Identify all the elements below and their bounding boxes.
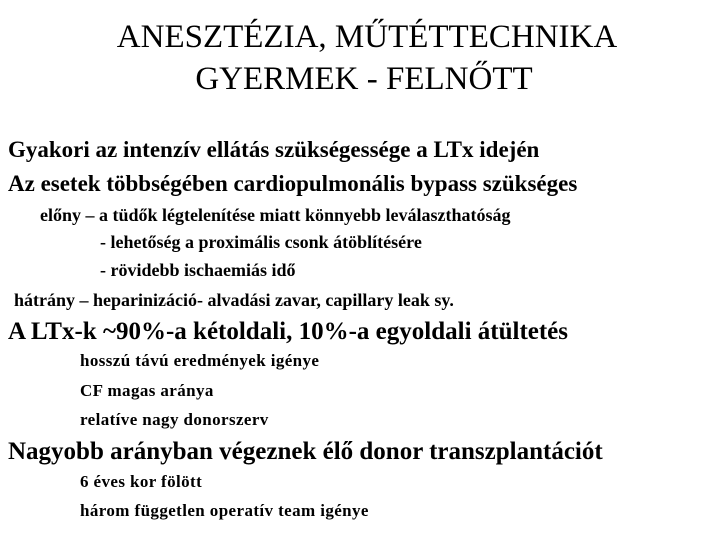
living-donor-item-1: 6 éves kor fölött	[80, 472, 203, 491]
bilateral-item-3: relatíve nagy donorszerv	[80, 410, 269, 429]
bullet-intensive-care: Gyakori az intenzív ellátás szükségessége a LTx idején	[8, 137, 540, 162]
slide-title	[0, 16, 720, 100]
advantage-line-2: - lehetőség a proximális csonk átöblítésére	[100, 232, 422, 252]
advantage-line-1: előny – a tüdők légtelenítése miatt könnyebb leválaszthatóság	[40, 205, 511, 225]
bilateral-item-2: CF magas aránya	[80, 381, 214, 400]
heading-living-donor: Nagyobb arányban végeznek élő donor transzplantációt	[8, 438, 603, 465]
title-line-2: GYERMEK - FELNŐTT	[195, 61, 533, 97]
advantage-line-3: - rövidebb ischaemiás idő	[100, 260, 296, 280]
bilateral-item-1: hosszú távú eredmények igénye	[80, 351, 320, 370]
living-donor-item-2: három független operatív team igénye	[80, 501, 369, 520]
bullet-bypass: Az esetek többségében cardiopulmonális bypass szükséges	[8, 171, 578, 196]
title-line-1: ANESZTÉZIA, MŰTÉTTECHNIKA	[116, 19, 618, 55]
heading-bilateral: A LTx-k ~90%-a kétoldali, 10%-a egyoldali átültetés	[8, 318, 569, 345]
disadvantage-line: hátrány – heparinizáció- alvadási zavar, capillary leak sy.	[14, 290, 454, 310]
